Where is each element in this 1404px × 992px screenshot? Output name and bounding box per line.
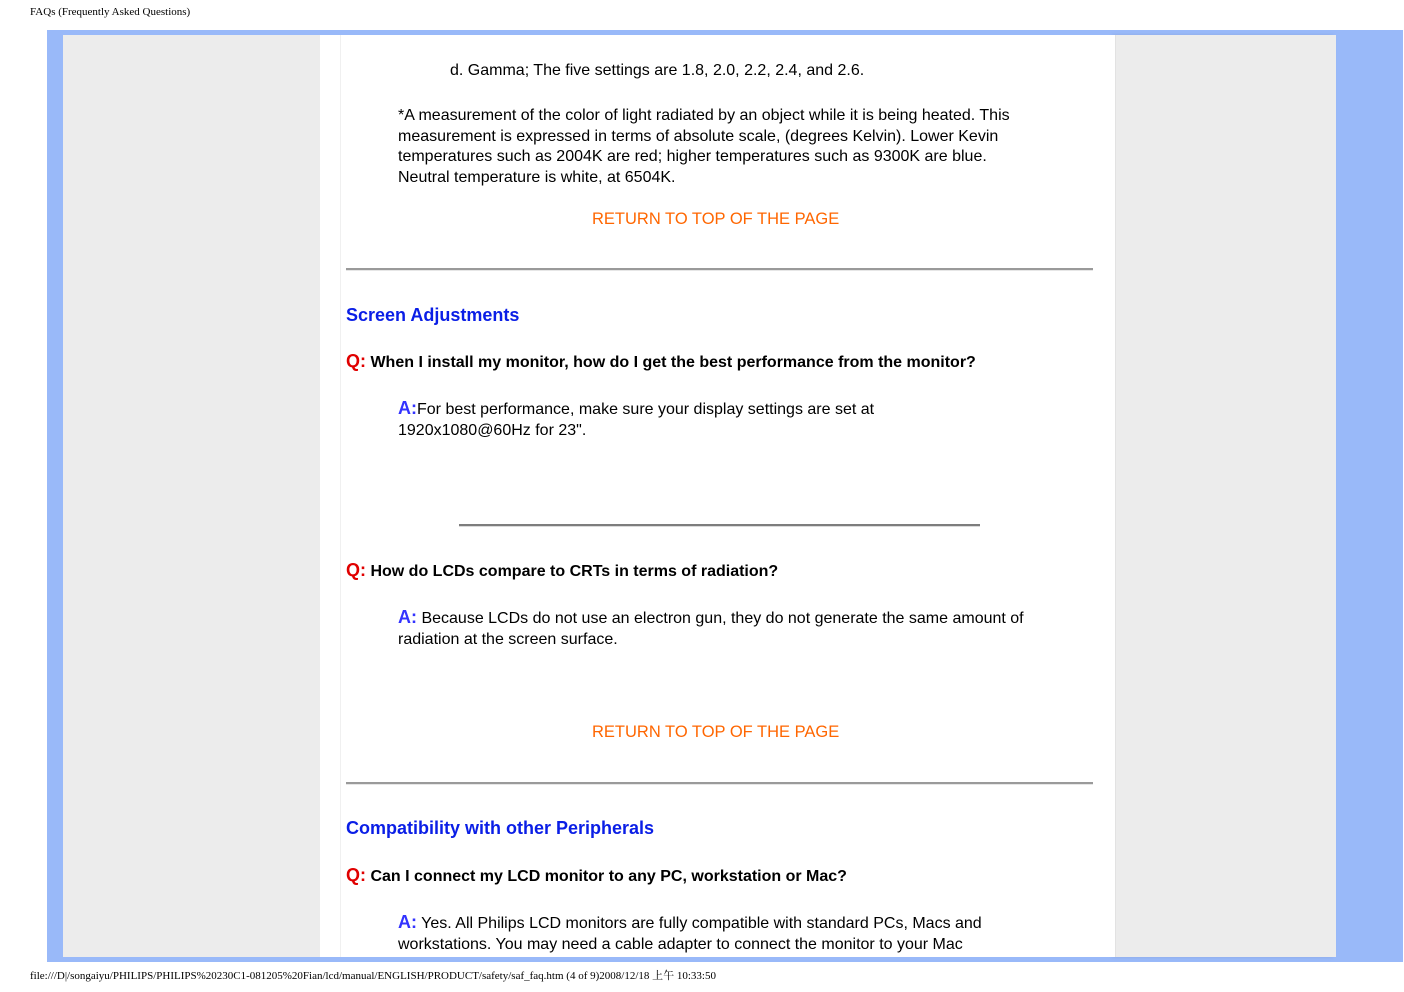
return-to-top-link[interactable]: RETURN TO TOP OF THE PAGE xyxy=(592,210,840,228)
faq-question xyxy=(346,351,976,372)
left-margin-panel xyxy=(63,35,320,957)
return-to-top-link[interactable]: RETURN TO TOP OF THE PAGE xyxy=(592,723,840,741)
answer-text: Yes. All Philips LCD monitors are fully compatible with standard PCs, Macs and workstations. You may need a cable adapter to connect the monitor to your Mac xyxy=(398,915,982,953)
answer-prefix: A: xyxy=(398,912,417,932)
right-margin-panel xyxy=(1115,35,1336,957)
question-text: When I install my monitor, how do I get the best performance from the monitor? xyxy=(370,354,976,371)
question-prefix: Q: xyxy=(346,560,366,580)
faq-question xyxy=(346,560,778,581)
question-text: Can I connect my LCD monitor to any PC, workstation or Mac? xyxy=(370,868,847,885)
section-title-compatibility: Compatibility with other Peripherals xyxy=(346,818,655,838)
answer-prefix: A: xyxy=(398,398,417,418)
question-text: How do LCDs compare to CRTs in terms of radiation? xyxy=(370,563,779,580)
faq-answer xyxy=(398,607,1043,650)
question-prefix: Q: xyxy=(346,351,366,371)
print-footer: file:///D|/songaiyu/PHILIPS/PHILIPS%20230C1-081205%20Fian/lcd/manual/ENGLISH/PRODUCT/safety/saf_faq.htm (4 of 9)2008/12/18 上午 10:33:50 xyxy=(30,970,716,982)
faq-question xyxy=(346,865,847,886)
gamma-settings-text: d. Gamma; The five settings are 1.8, 2.0, 2.2, 2.4, and 2.6. xyxy=(450,62,865,79)
faq-answer xyxy=(398,912,1043,956)
answer-text: For best performance, make sure your display settings are set at 1920x1080@60Hz for 23". xyxy=(398,401,875,439)
answer-text: Because LCDs do not use an electron gun, they do not generate the same amount of radiation at the screen surface. xyxy=(398,610,1024,648)
section-divider xyxy=(346,268,1093,271)
question-prefix: Q: xyxy=(346,865,366,885)
answer-prefix: A: xyxy=(398,607,417,627)
section-title-screen-adjustments: Screen Adjustments xyxy=(346,305,520,325)
content-inner-border xyxy=(340,35,341,957)
faq-answer xyxy=(398,398,918,441)
print-header: FAQs (Frequently Asked Questions) xyxy=(30,6,191,18)
section-divider xyxy=(346,782,1093,785)
color-temperature-note: *A measurement of the color of light radiated by an object while it is being heated. This measurement is expressed in terms of absolute scale, (degrees Kelvin). Lower Kevin temperatures such as 2004K are red; higher temperatures such as 9300K are blue. Neutral temperature is white, at 6504K. xyxy=(398,107,1010,186)
question-divider xyxy=(459,524,980,527)
